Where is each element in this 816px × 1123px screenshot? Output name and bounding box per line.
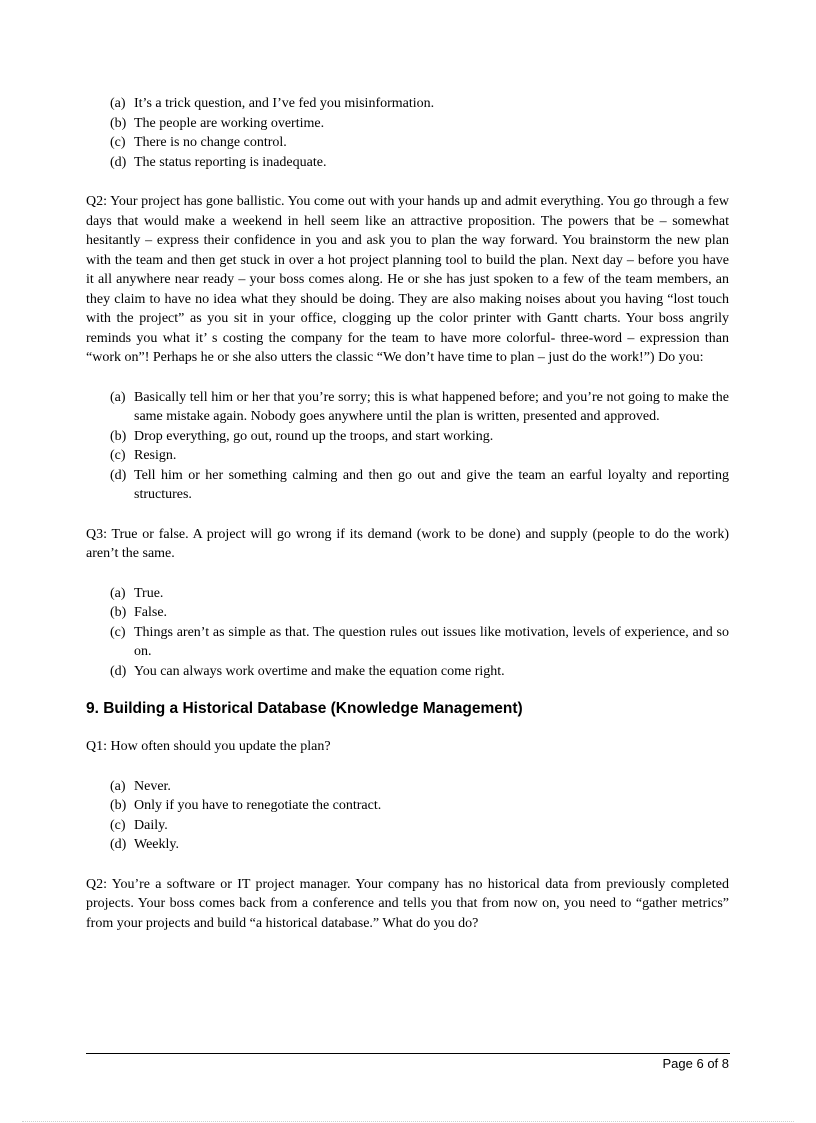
option-marker: (b) — [110, 798, 127, 813]
list-item — [110, 153, 729, 173]
option-text: Tell him or her something calming and then go out and give the team an earful loyalty and reporting structures. — [134, 467, 729, 502]
option-marker: (d) — [110, 467, 127, 483]
option-marker: (d) — [110, 837, 127, 852]
s9-q1-options-list — [86, 777, 729, 855]
section-heading: 9. Building a Historical Database (Knowledge Management) — [86, 700, 523, 717]
list-item — [110, 603, 729, 623]
list-item — [110, 114, 729, 134]
list-item — [110, 466, 729, 505]
option-marker: (a) — [110, 778, 126, 794]
option-text: Weekly. — [134, 837, 180, 852]
option-text: Never. — [134, 778, 171, 794]
option-text: There is no change control. — [134, 135, 287, 150]
option-text: Drop everything, go out, round up the troops, and start working. — [134, 428, 494, 444]
page-edge-divider — [22, 1121, 794, 1122]
option-marker: (a) — [110, 389, 126, 405]
option-text: The people are working overtime. — [134, 115, 325, 131]
option-marker: (d) — [110, 663, 127, 679]
list-item — [110, 584, 729, 604]
list-item — [110, 662, 729, 682]
list-item — [110, 816, 729, 836]
option-text: You can always work overtime and make the equation come right. — [134, 663, 505, 679]
option-text: Resign. — [134, 448, 177, 463]
option-text: Things aren’t as simple as that. The question rules out issues like motivation, levels of experience, and so on. — [134, 624, 729, 659]
option-marker: (c) — [110, 135, 126, 150]
list-item — [110, 777, 729, 797]
list-item — [110, 427, 729, 447]
option-text: False. — [134, 605, 168, 620]
option-text: True. — [134, 585, 164, 601]
option-marker: (b) — [110, 115, 127, 131]
question-q2-text: Q2: Your project has gone ballistic. You come out with your hands up and admit everything. You go through a few days that would make a weekend in hell seem like an attractive proposition. The powers that be – somewhat hesitantly – express their confidence in you and ask you to plan the way forward. You brainstorm the new plan with the team and then get stuck in over a hot project planning tool to build the plan. Next day – before you have it all anywhere near ready – your boss comes along. He or she has just spoken to a few of the team members, an they claim to have no idea what they should be doing. They are also making noises about you having “lost touch with the project” as you sit in your office, clogging up the color printer with Gantt charts. Your boss angrily reminds you what it’ s costing the company for the team to have more colorful- three-word – expression than “work on”! Perhaps he or she also utters the classic “We don’t have time to plan – just do the work!”) Do you: — [86, 194, 729, 365]
option-marker: (d) — [110, 154, 127, 170]
option-marker: (b) — [110, 428, 127, 444]
option-text: It’s a trick question, and I’ve fed you misinformation. — [134, 96, 435, 111]
option-text: The status reporting is inadequate. — [134, 154, 327, 170]
option-marker: (c) — [110, 817, 126, 833]
option-text: Only if you have to renegotiate the contract. — [134, 798, 382, 813]
question-q3-text: Q3: True or false. A project will go wrong if its demand (work to be done) and supply (people to do the work) aren’t the same. — [86, 526, 729, 561]
list-item — [110, 446, 729, 466]
document-page — [86, 94, 729, 933]
list-item — [110, 388, 729, 427]
list-item — [110, 835, 729, 855]
option-marker: (a) — [110, 96, 126, 111]
intro-options-list — [86, 94, 729, 172]
q2-options-list — [86, 388, 729, 505]
question-s9-q2-text: Q2: You’re a software or IT project manager. Your company has no historical data from previously completed projects. Your boss comes back from a conference and tells you that from now on, you need to “gather metrics” from your projects and build “a historical database.” What do you do? — [86, 876, 729, 931]
q3-options-list — [86, 584, 729, 682]
option-text: Daily. — [134, 817, 168, 833]
list-item — [110, 133, 729, 153]
option-marker: (c) — [110, 448, 126, 463]
option-marker: (b) — [110, 605, 127, 620]
page-number: Page 6 of 8 — [662, 1056, 729, 1071]
option-marker: (c) — [110, 624, 126, 640]
question-s9-q1-text: Q1: How often should you update the plan? — [86, 739, 331, 754]
list-item — [110, 94, 729, 114]
option-marker: (a) — [110, 585, 126, 601]
list-item — [110, 623, 729, 662]
option-text: Basically tell him or her that you’re sorry; this is what happened before; and you’re not going to make the same mistake again. Nobody goes anywhere until the plan is written, presented and approved. — [134, 389, 729, 424]
footer-divider — [86, 1053, 730, 1054]
list-item — [110, 796, 729, 816]
